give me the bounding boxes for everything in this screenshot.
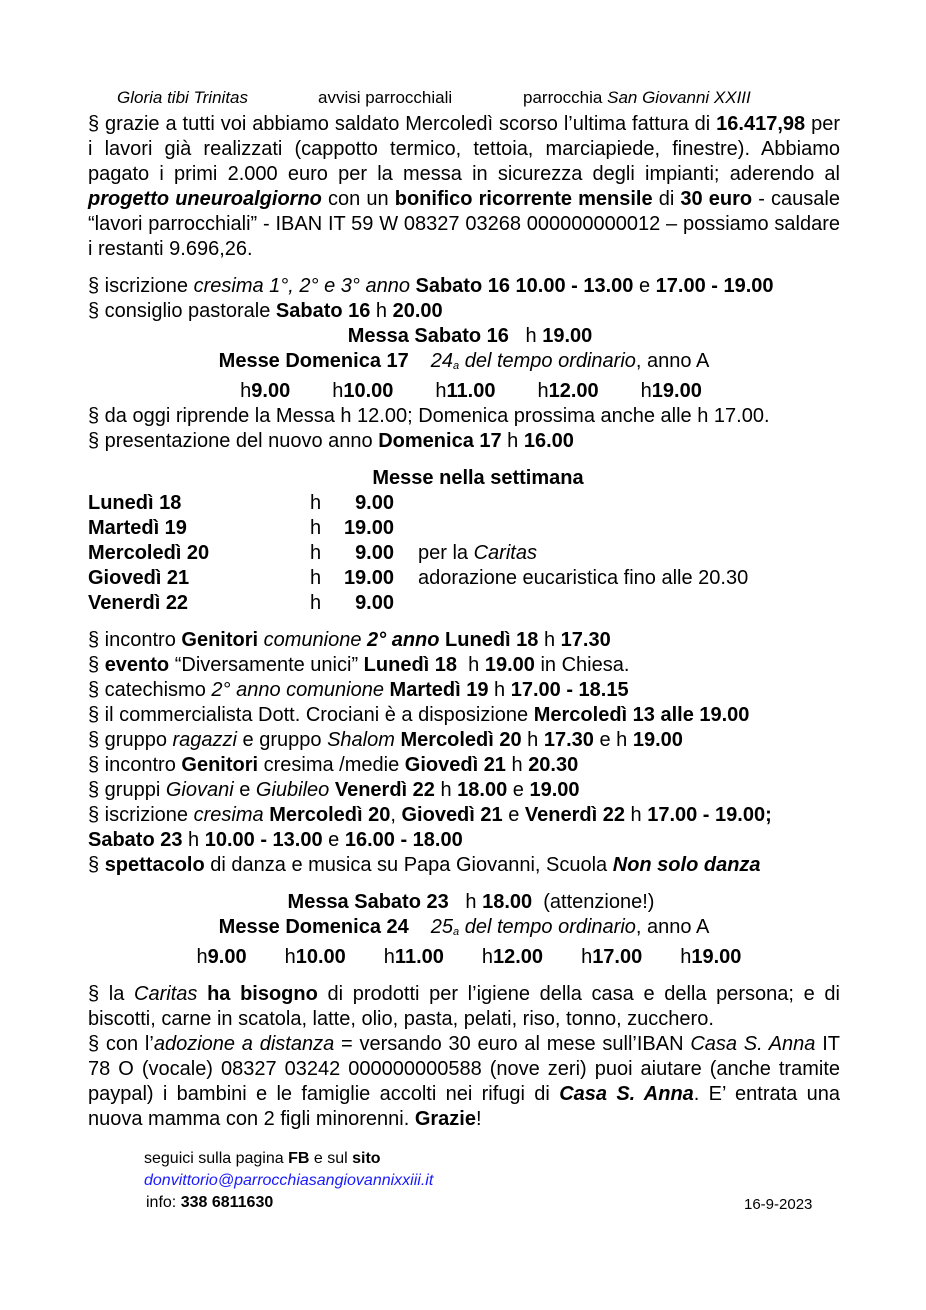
text-fragment: Giovani — [165, 779, 234, 801]
text-fragment: h — [488, 679, 511, 701]
spacer — [88, 616, 840, 628]
text-fragment: Non solo danza — [612, 854, 761, 876]
header-parish — [523, 88, 751, 108]
spacer — [88, 454, 840, 466]
mass-time-value: 10.00 — [343, 380, 394, 402]
text-fragment: “Diversamente unici” — [169, 654, 364, 676]
text-fragment: h — [538, 629, 561, 651]
adozione-paragraph — [88, 1032, 840, 1132]
text-fragment: . E’ entrata una nuova mamma con 2 figli minorenni. — [88, 1083, 840, 1130]
header-motto: Gloria tibi Trinitas — [117, 88, 248, 107]
intro-paragraph — [88, 112, 840, 262]
text-fragment: Sabato 16 — [275, 300, 371, 322]
event-iscrizione-cresima — [88, 803, 840, 828]
footer-date: 16-9-2023 — [744, 1196, 813, 1213]
week-day: Mercoledì 20 — [88, 542, 210, 564]
messe-domenica-17 — [88, 349, 840, 379]
mass-time-prefix: h — [680, 946, 692, 968]
week-time: 9.00 — [355, 542, 394, 564]
text-fragment: Shalom — [327, 729, 395, 751]
week-h: h — [310, 517, 322, 539]
text-fragment: 19.00 — [529, 779, 580, 801]
week-note-text: adorazione eucaristica fino alle 20.30 — [418, 567, 749, 589]
event-commercialista — [88, 703, 840, 728]
text-fragment: seguici sulla pagina — [144, 1150, 289, 1167]
week-day: Lunedì 18 — [88, 492, 182, 514]
text-fragment: Giubileo — [255, 779, 330, 801]
text-fragment: § la — [88, 983, 135, 1005]
text-fragment: 17.30 — [543, 729, 594, 751]
text-fragment: di prodotti per l’igiene della casa e della persona; e di biscotti, carne in scatola, latte, olio, pasta, pelati, riso, tonno, zucchero. — [88, 983, 840, 1030]
text-fragment: ragazzi — [172, 729, 237, 751]
mass-time-value: 11.00 — [446, 380, 496, 402]
text-fragment: § consiglio pastorale — [88, 300, 276, 322]
text-fragment: Messa Sabato 23 — [287, 891, 449, 913]
text-fragment: cresima 1°, 2° e 3° anno — [193, 275, 410, 297]
text-fragment: con un — [321, 188, 395, 210]
text-fragment: § gruppo — [88, 729, 173, 751]
text-fragment: 17.00 - 19.00; — [647, 804, 772, 826]
text-fragment: FB — [288, 1150, 310, 1167]
text-fragment: 18.00 — [457, 779, 508, 801]
text-fragment: Messe nella settimana — [372, 467, 584, 489]
text-fragment: (attenzione!) — [532, 891, 655, 913]
text-fragment — [197, 983, 207, 1005]
text-fragment: del tempo ordinario — [459, 916, 636, 938]
text-fragment: info: — [146, 1194, 181, 1211]
notice-presentazione — [88, 429, 840, 454]
spacer — [88, 878, 840, 890]
text-fragment: § iscrizione — [88, 804, 194, 826]
mass-time — [285, 945, 346, 970]
text-fragment: e gruppo — [237, 729, 328, 751]
text-fragment: § gruppi — [88, 779, 166, 801]
spacer — [88, 970, 840, 982]
text-fragment: ha bisogno — [207, 983, 318, 1005]
footer-follow — [144, 1148, 381, 1170]
text-fragment: 338 6811630 — [180, 1194, 274, 1211]
text-fragment: Venerdì 22 — [334, 779, 435, 801]
text-fragment: adozione a distanza — [153, 1033, 335, 1055]
text-fragment: Sabato 16 10.00 - 13.00 — [415, 275, 634, 297]
text-fragment: h — [448, 891, 483, 913]
text-fragment: 30 euro — [680, 188, 753, 210]
spacer — [88, 262, 840, 274]
week-note — [394, 566, 748, 591]
text-fragment: a — [453, 926, 460, 938]
text-fragment: h — [624, 804, 648, 826]
text-fragment: di danza e musica su Papa Giovanni, Scuola — [204, 854, 613, 876]
text-fragment: § catechismo — [88, 679, 212, 701]
text-fragment: , anno A — [635, 916, 710, 938]
text-fragment: Martedì 19 — [389, 679, 489, 701]
event-diversamente-unici — [88, 653, 840, 678]
mass-time — [482, 945, 543, 970]
mass-time-prefix: h — [435, 380, 447, 402]
text-fragment: = versando 30 euro al mese sull’IBAN — [334, 1033, 691, 1055]
text-fragment: Giovedì 21 — [404, 754, 506, 776]
week-note-emphasis: Caritas — [473, 542, 537, 564]
week-h: h — [310, 542, 322, 564]
text-fragment: Messe Domenica 24 — [218, 916, 409, 938]
event-giovani-giubileo — [88, 778, 840, 803]
table-row — [88, 541, 748, 566]
text-fragment: 17.00 - 18.15 — [510, 679, 629, 701]
header — [88, 88, 840, 110]
table-row — [88, 566, 748, 591]
text-fragment: Lunedì 18 — [363, 654, 458, 676]
text-fragment: del tempo ordinario — [459, 350, 636, 372]
messa-sabato-16 — [88, 324, 840, 349]
text-fragment: 16.417,98 — [716, 113, 806, 135]
text-fragment: a — [453, 360, 460, 372]
week-time: 19.00 — [343, 567, 394, 589]
text-fragment: § incontro — [88, 754, 182, 776]
week-h: h — [310, 592, 322, 614]
header-title: avvisi parrocchiali — [318, 88, 453, 107]
text-fragment: 19.00 — [542, 325, 593, 347]
week-note — [394, 491, 748, 516]
times-domenica-24 — [88, 945, 840, 970]
text-fragment: 24 — [430, 350, 454, 372]
text-fragment: e — [507, 779, 530, 801]
footer-link[interactable] — [144, 1170, 433, 1192]
text-fragment: 19.00 — [484, 654, 535, 676]
week-note-text: per la — [418, 542, 474, 564]
text-fragment: progetto uneuroalgiorno — [88, 188, 322, 210]
text-fragment: Genitori — [181, 629, 259, 651]
week-day: Martedì 19 — [88, 517, 187, 539]
mass-time — [641, 379, 702, 404]
messe-domenica-24 — [88, 915, 840, 945]
text-fragment: h — [505, 754, 529, 776]
mass-time-prefix: h — [196, 946, 208, 968]
week-schedule — [88, 491, 748, 616]
mass-time — [384, 945, 444, 970]
mass-time-prefix: h — [332, 380, 344, 402]
text-fragment: - causale “lavori parrocchiali” - IBAN IT 59 W 08327 03268 000000000012 – possiamo saldare i restanti 9.696,26. — [88, 188, 840, 260]
mass-time-value: 9.00 — [207, 946, 247, 968]
text-fragment: § presentazione del nuovo anno — [88, 430, 379, 452]
text-fragment: § il commercialista Dott. Crociani è a disposizione — [88, 704, 534, 726]
text-fragment: IT 78 O (vocale) 08327 03242 000000000588 (nove zeri) puoi aiutare (anche tramite paypal) i bambini e le famiglie accolti nei rifugi di — [88, 1033, 840, 1105]
text-fragment: h — [501, 430, 524, 452]
week-time: 19.00 — [343, 517, 394, 539]
text-fragment: h — [508, 325, 543, 347]
times-domenica-17 — [88, 379, 840, 404]
text-fragment: in Chiesa. — [534, 654, 630, 676]
mass-time-value: 10.00 — [295, 946, 346, 968]
event-catechismo — [88, 678, 840, 703]
notice-iscrizione — [88, 274, 840, 299]
text-fragment: Lunedì 18 — [445, 629, 539, 651]
email-link[interactable]: donvittorio@parrocchiasangiovannixxiii.it — [144, 1172, 434, 1189]
text-fragment: § iscrizione — [88, 275, 194, 297]
mass-time-prefix: h — [383, 946, 395, 968]
text-fragment: Mercoledì 20 — [269, 804, 391, 826]
text-fragment: cresima /medie — [258, 754, 405, 776]
text-fragment: evento — [104, 654, 170, 676]
mass-time — [581, 945, 642, 970]
text-fragment: 2° anno — [367, 629, 440, 651]
text-fragment: parrocchia — [523, 88, 608, 107]
text-fragment: Sabato 23 — [88, 829, 183, 851]
notice-riprende: § da oggi riprende la Messa h 12.00; Domenica prossima anche alle h 17.00. — [88, 405, 770, 427]
text-fragment: 17.00 - 19.00 — [655, 275, 774, 297]
text-fragment: bonifico ricorrente mensile — [394, 188, 653, 210]
mass-time-value: 12.00 — [548, 380, 599, 402]
text-fragment: Casa S. Anna — [690, 1033, 816, 1055]
text-fragment: Domenica 17 — [378, 430, 502, 452]
footer — [88, 1148, 840, 1214]
text-fragment: Venerdì 22 — [524, 804, 625, 826]
text-fragment: per i lavori già realizzati (cappotto termico, tettoia, marciapiede, finestre). Abbiamo pagato i primi 2.000 euro per la messa in sicurezza degli impianti; aderendo al — [88, 113, 840, 185]
mass-time-prefix: h — [481, 946, 493, 968]
text-fragment: § grazie a tutti voi abbiamo saldato Mercoledì scorso l’ultima fattura di — [88, 113, 717, 135]
text-fragment: § — [88, 854, 105, 876]
text-fragment: Messa Sabato 16 — [347, 325, 509, 347]
text-fragment: cresima — [193, 804, 264, 826]
text-fragment: Grazie — [414, 1108, 476, 1130]
text-fragment: § incontro — [88, 629, 182, 651]
mass-time-prefix: h — [284, 946, 296, 968]
text-fragment: Casa S. Anna — [559, 1083, 694, 1105]
mass-time-value: 19.00 — [691, 946, 742, 968]
footer-info — [146, 1192, 273, 1214]
text-fragment: 25 — [430, 916, 454, 938]
event-genitori-comunione — [88, 628, 840, 653]
text-fragment: e — [322, 829, 345, 851]
week-day: Giovedì 21 — [88, 567, 190, 589]
event-spettacolo — [88, 853, 840, 878]
week-day: Venerdì 22 — [88, 592, 189, 614]
mass-time — [332, 379, 393, 404]
table-row — [88, 591, 748, 616]
text-fragment: , anno A — [635, 350, 710, 372]
text-fragment: di — [652, 188, 681, 210]
text-fragment: e sul — [309, 1150, 353, 1167]
mass-time — [240, 379, 290, 404]
event-iscrizione-cresima-cont — [88, 828, 840, 853]
mass-time — [537, 379, 598, 404]
text-fragment: 17.30 — [560, 629, 611, 651]
notice-consiglio — [88, 299, 840, 324]
text-fragment: Messe Domenica 17 — [218, 350, 409, 372]
mass-time-prefix: h — [640, 380, 652, 402]
mass-time-prefix: h — [581, 946, 593, 968]
mass-time — [197, 945, 247, 970]
text-fragment: e — [233, 779, 256, 801]
text-fragment: e — [633, 275, 656, 297]
text-fragment: spettacolo — [104, 854, 205, 876]
text-fragment: e h — [593, 729, 633, 751]
mass-time — [435, 379, 495, 404]
week-note — [394, 541, 748, 566]
text-fragment: Mercoledì 20 — [400, 729, 522, 751]
text-fragment: 20.30 — [528, 754, 579, 776]
text-fragment: sito — [352, 1150, 381, 1167]
table-row — [88, 491, 748, 516]
text-fragment: comunione — [263, 629, 368, 651]
text-fragment: 16.00 — [523, 430, 574, 452]
mass-time-value: 17.00 — [592, 946, 643, 968]
mass-time-prefix: h — [537, 380, 549, 402]
week-time: 9.00 — [355, 492, 394, 514]
text-fragment: San Giovanni XXIII — [607, 88, 751, 107]
text-fragment: , — [390, 804, 402, 826]
text-fragment: h — [457, 654, 485, 676]
text-fragment: § — [88, 654, 105, 676]
text-fragment: 2° anno comunione — [211, 679, 384, 701]
text-fragment: 19.00 — [632, 729, 683, 751]
week-note — [394, 516, 748, 541]
text-fragment: Giovedì 21 — [401, 804, 503, 826]
text-fragment: h — [434, 779, 458, 801]
text-fragment: Mercoledì 13 alle 19.00 — [533, 704, 750, 726]
mass-time-value: 9.00 — [251, 380, 291, 402]
messa-sabato-23 — [88, 890, 840, 915]
event-ragazzi-shalom — [88, 728, 840, 753]
text-fragment: h — [370, 300, 393, 322]
mass-time-value: 19.00 — [651, 380, 702, 402]
text-fragment: h — [182, 829, 205, 851]
mass-time — [680, 945, 741, 970]
text-fragment: Caritas — [134, 983, 198, 1005]
week-h: h — [310, 492, 322, 514]
text-fragment: 20.00 — [392, 300, 443, 322]
bulletin-page — [88, 88, 840, 1214]
text-fragment: 18.00 — [482, 891, 533, 913]
table-row — [88, 516, 748, 541]
mass-time-value: 11.00 — [394, 946, 444, 968]
text-fragment: Genitori — [181, 754, 259, 776]
caritas-paragraph — [88, 982, 840, 1032]
week-title — [88, 466, 840, 491]
text-fragment: ! — [475, 1108, 482, 1130]
mass-time-value: 12.00 — [493, 946, 544, 968]
text-fragment: 10.00 - 13.00 — [204, 829, 323, 851]
mass-time-prefix: h — [240, 380, 252, 402]
text-fragment: 16.00 - 18.00 — [344, 829, 463, 851]
text-fragment: h — [521, 729, 544, 751]
event-genitori-cresima — [88, 753, 840, 778]
text-fragment: § con l’ — [88, 1033, 154, 1055]
week-time: 9.00 — [355, 592, 394, 614]
text-fragment: e — [502, 804, 525, 826]
week-note — [394, 591, 748, 616]
week-h: h — [310, 567, 322, 589]
